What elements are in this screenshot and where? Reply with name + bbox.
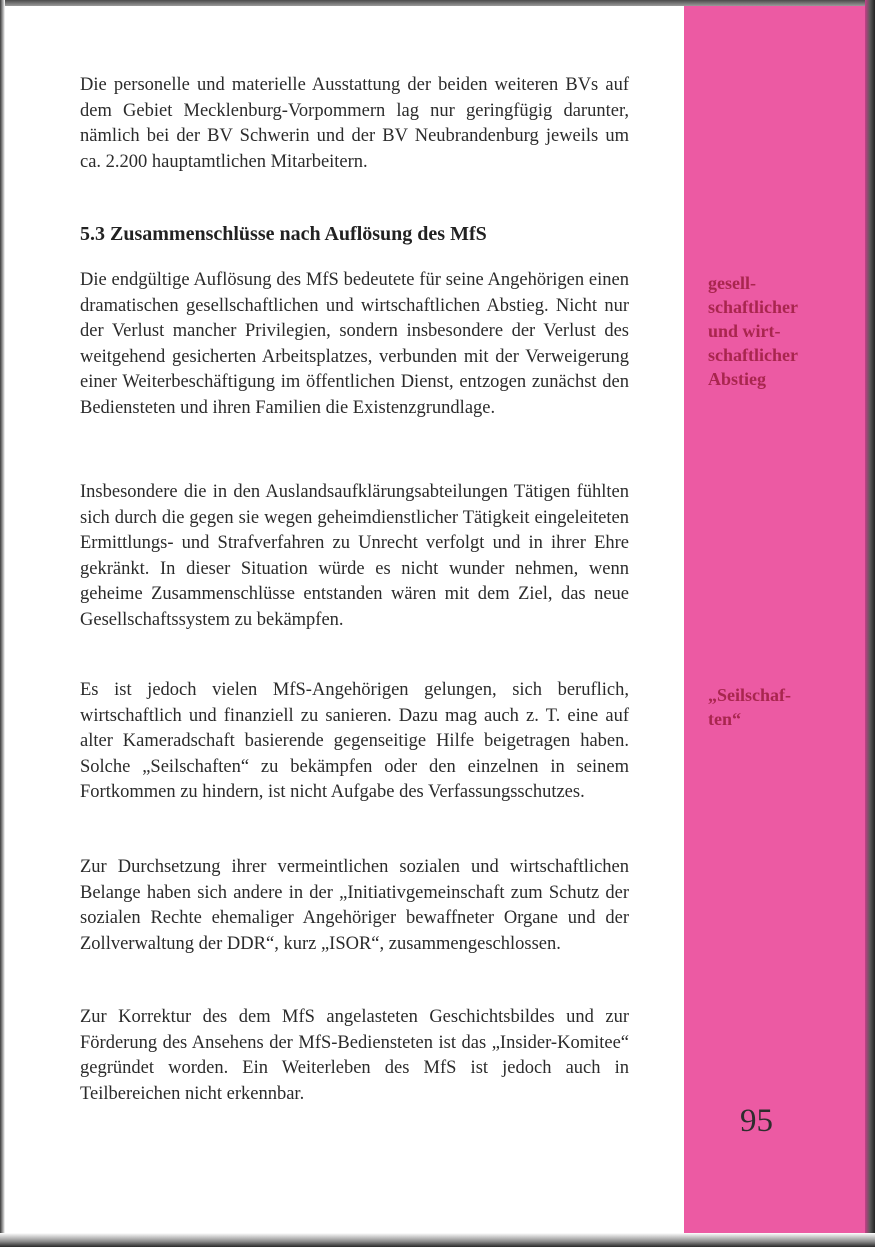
margin-sidebar [684, 6, 865, 1233]
paragraph-seilschaften: Es ist jedoch vielen MfS-Angehörigen gelungen, sich beruflich, wirtschaftlich und finanziell zu sanieren. Dazu mag auch z. T. eine auf alter Kameradschaft basierende gegenseitige Hilfe beigetragen haben. Solche „Seilschaften“ zu bekämpfen oder den einzelnen in seinem Fortkommen zu hindern, ist nicht Aufgabe des Verfassungsschutzes. [80, 680, 629, 803]
paragraph-isor: Zur Durchsetzung ihrer vermeintlichen sozialen und wirtschaftlichen Belange haben sich andere in der „Initiativgemeinschaft zum Schutz der sozialen Rechte ehemaliger Angehöriger bewaffneter Organe und der Zollverwaltung der DDR“, kurz „ISOR“, zusammengeschlossen. [80, 857, 629, 954]
paragraph-auslandsaufklaerung: Insbesondere die in den Auslandsaufklärungsabteilungen Tätigen fühlten sich durch die gegen sie wegen geheimdienstlicher Tätigkeit eingeleiteten Ermittlungs- und Strafverfahren zu Unrecht verfolgt und in ihrer Ehre gekränkt. In dieser Situation würde es nicht wunder nehmen, wenn geheime Zusammenschlüsse entstanden wären mit dem Ziel, das neue Gesellschaftssystem zu bekämpfen. [80, 482, 629, 630]
margin-note-abstieg: gesell- schaftlicher und wirt- schaftlicher Abstieg [708, 273, 798, 389]
paragraph-abstieg: Die endgültige Auflösung des MfS bedeutete für seine Angehörigen einen dramatischen gesellschaftlichen und wirtschaftlichen Abstieg. Nicht nur der Verlust mancher Privilegien, sondern insbesondere der Verlust des weitgehend gesicherten Arbeitsplatzes, verbunden mit der Verweigerung einer Weiterbeschäftigung im öffentlichen Dienst, entzogen zunächst den Bediensteten und ihren Familien die Existenzgrundlage. [80, 270, 629, 418]
page-right-edge [865, 0, 875, 1247]
paragraph-insider-komitee: Zur Korrektur des dem MfS angelasteten Geschichtsbildes und zur Förderung des Ansehens der MfS-Bediensteten ist das „Insider-Komitee“ gegründet worden. Ein Weiterleben des MfS ist jedoch auch in Teilbereichen nicht erkennbar. [80, 1007, 629, 1104]
page-left-edge [0, 0, 5, 1247]
margin-note-seilschaften: „Seilschaf- ten“ [708, 685, 791, 729]
page-bottom-edge [0, 1233, 875, 1247]
page-number: 95 [740, 1103, 773, 1139]
section-heading: 5.3 Zusammenschlüsse nach Auflösung des MfS [80, 223, 487, 245]
intro-paragraph: Die personelle und materielle Ausstattung der beiden weiteren BVs auf dem Gebiet Mecklenburg-Vorpommern lag nur geringfügig darunter, nämlich bei der BV Schwerin und der BV Neubrandenburg jeweils um ca. 2.200 hauptamtlichen Mitarbeitern. [80, 75, 629, 172]
